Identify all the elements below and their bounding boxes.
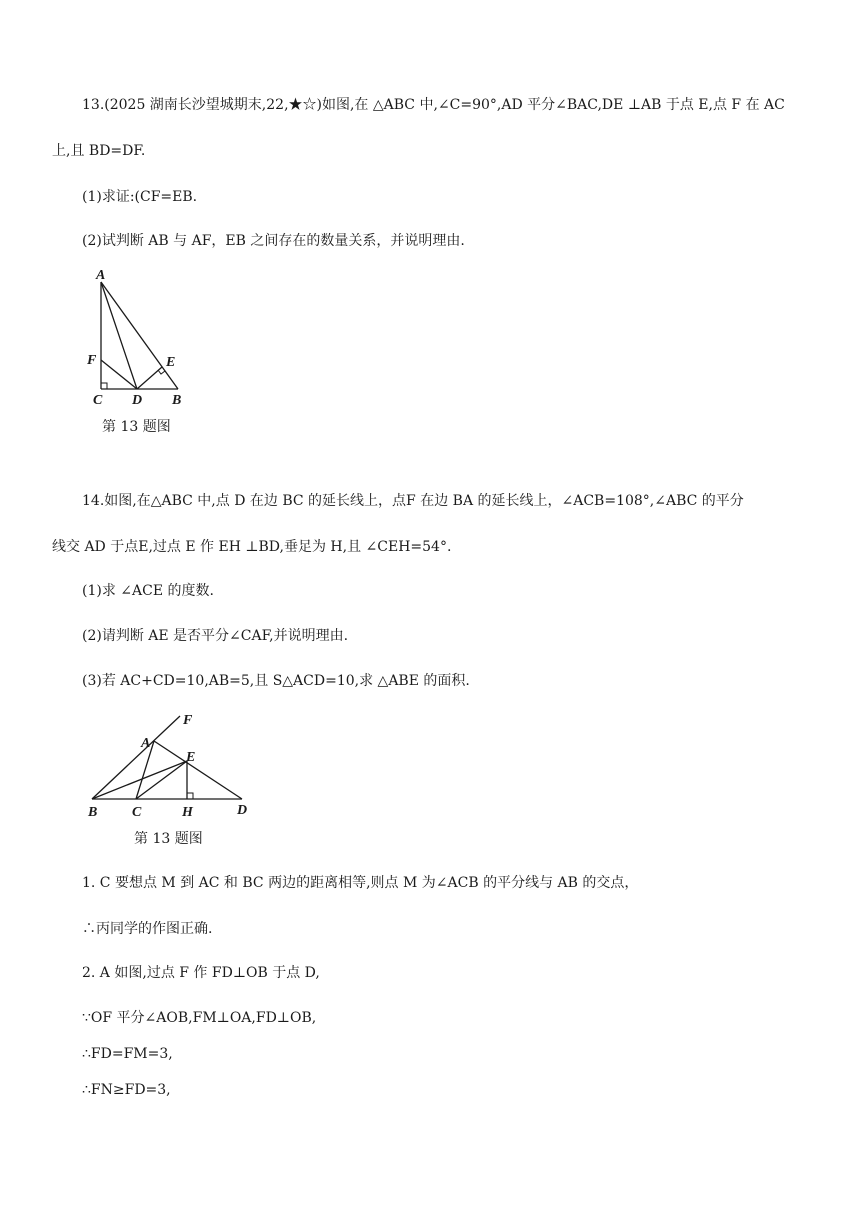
q13-part-1: (1)求证:(CF=EB.: [82, 189, 198, 205]
q14-line-1: 14.如图,在△ABC 中,点 D 在边 BC 的延长线上，点F 在边 BA 的延长线上，∠ACB=108°,∠ABC 的平分: [82, 493, 744, 509]
q13-label-c: C: [93, 393, 103, 408]
q14-figure-caption: 第 13 题图: [134, 831, 203, 847]
q13-right-angle-e: [158, 370, 165, 374]
answer-2-line-1: 2. A 如图,过点 F 作 FD⊥OB 于点 D,: [82, 965, 320, 981]
q14-segment-bf: [92, 716, 180, 799]
answer-1-line-2: ∴丙同学的作图正确.: [82, 921, 213, 937]
q14-segment-ce: [136, 761, 187, 799]
answer-1-line-1: 1. C 要想点 M 到 AC 和 BC 两边的距离相等,则点 M 为∠ACB 的平分线与 AB 的交点，: [82, 875, 639, 891]
q13-line-2: 上,且 BD=DF.: [52, 143, 146, 159]
answer-2-line-2: ∵OF 平分∠AOB,FM⊥OA,FD⊥OB,: [82, 1010, 317, 1026]
q14-part-2: (2)请判断 AE 是否平分∠CAF,并说明理由.: [82, 628, 349, 644]
q14-label-e: E: [186, 750, 196, 765]
q13-label-e: E: [166, 355, 176, 370]
q14-label-b: B: [88, 805, 98, 820]
q14-segment-be: [92, 761, 187, 799]
q14-right-angle-h: [187, 793, 193, 799]
q14-label-h: H: [182, 805, 193, 820]
q13-right-angle-c: [101, 383, 107, 389]
q14-label-d: D: [237, 803, 248, 818]
answer-2-line-3: ∴FD=FM=3,: [82, 1046, 173, 1062]
q13-label-f: F: [87, 353, 97, 368]
q14-label-f: F: [183, 713, 193, 728]
q13-segment-ab: [101, 282, 178, 389]
q13-part-2: (2)试判断 AB 与 AF，EB 之间存在的数量关系，并说明理由.: [82, 233, 465, 249]
q14-part-1: (1)求 ∠ACE 的度数.: [82, 583, 214, 599]
q14-part-3: (3)若 AC+CD=10,AB=5,且 S△ACD=10,求 △ABE 的面积.: [82, 673, 470, 689]
q13-segment-ad: [101, 282, 137, 389]
q14-figure: [82, 708, 262, 823]
answer-2-line-4: ∴FN≥FD=3,: [82, 1082, 171, 1098]
q14-segment-ad: [154, 741, 242, 799]
q13-figure: [80, 264, 200, 414]
q14-line-2: 线交 AD 于点E,过点 E 作 EH ⊥BD,垂足为 H,且 ∠CEH=54°.: [52, 539, 452, 555]
q13-label-a: A: [96, 268, 106, 283]
q13-label-d: D: [132, 393, 143, 408]
q14-label-c: C: [132, 805, 142, 820]
q13-figure-caption: 第 13 题图: [102, 419, 171, 435]
q13-line-1: 13.(2025 湖南长沙望城期末,22,★☆)如图,在 △ABC 中,∠C=90°,AD 平分∠BAC,DE ⊥AB 于点 E,点 F 在 AC: [82, 97, 785, 113]
q14-label-a: A: [141, 736, 151, 751]
q13-label-b: B: [172, 393, 182, 408]
